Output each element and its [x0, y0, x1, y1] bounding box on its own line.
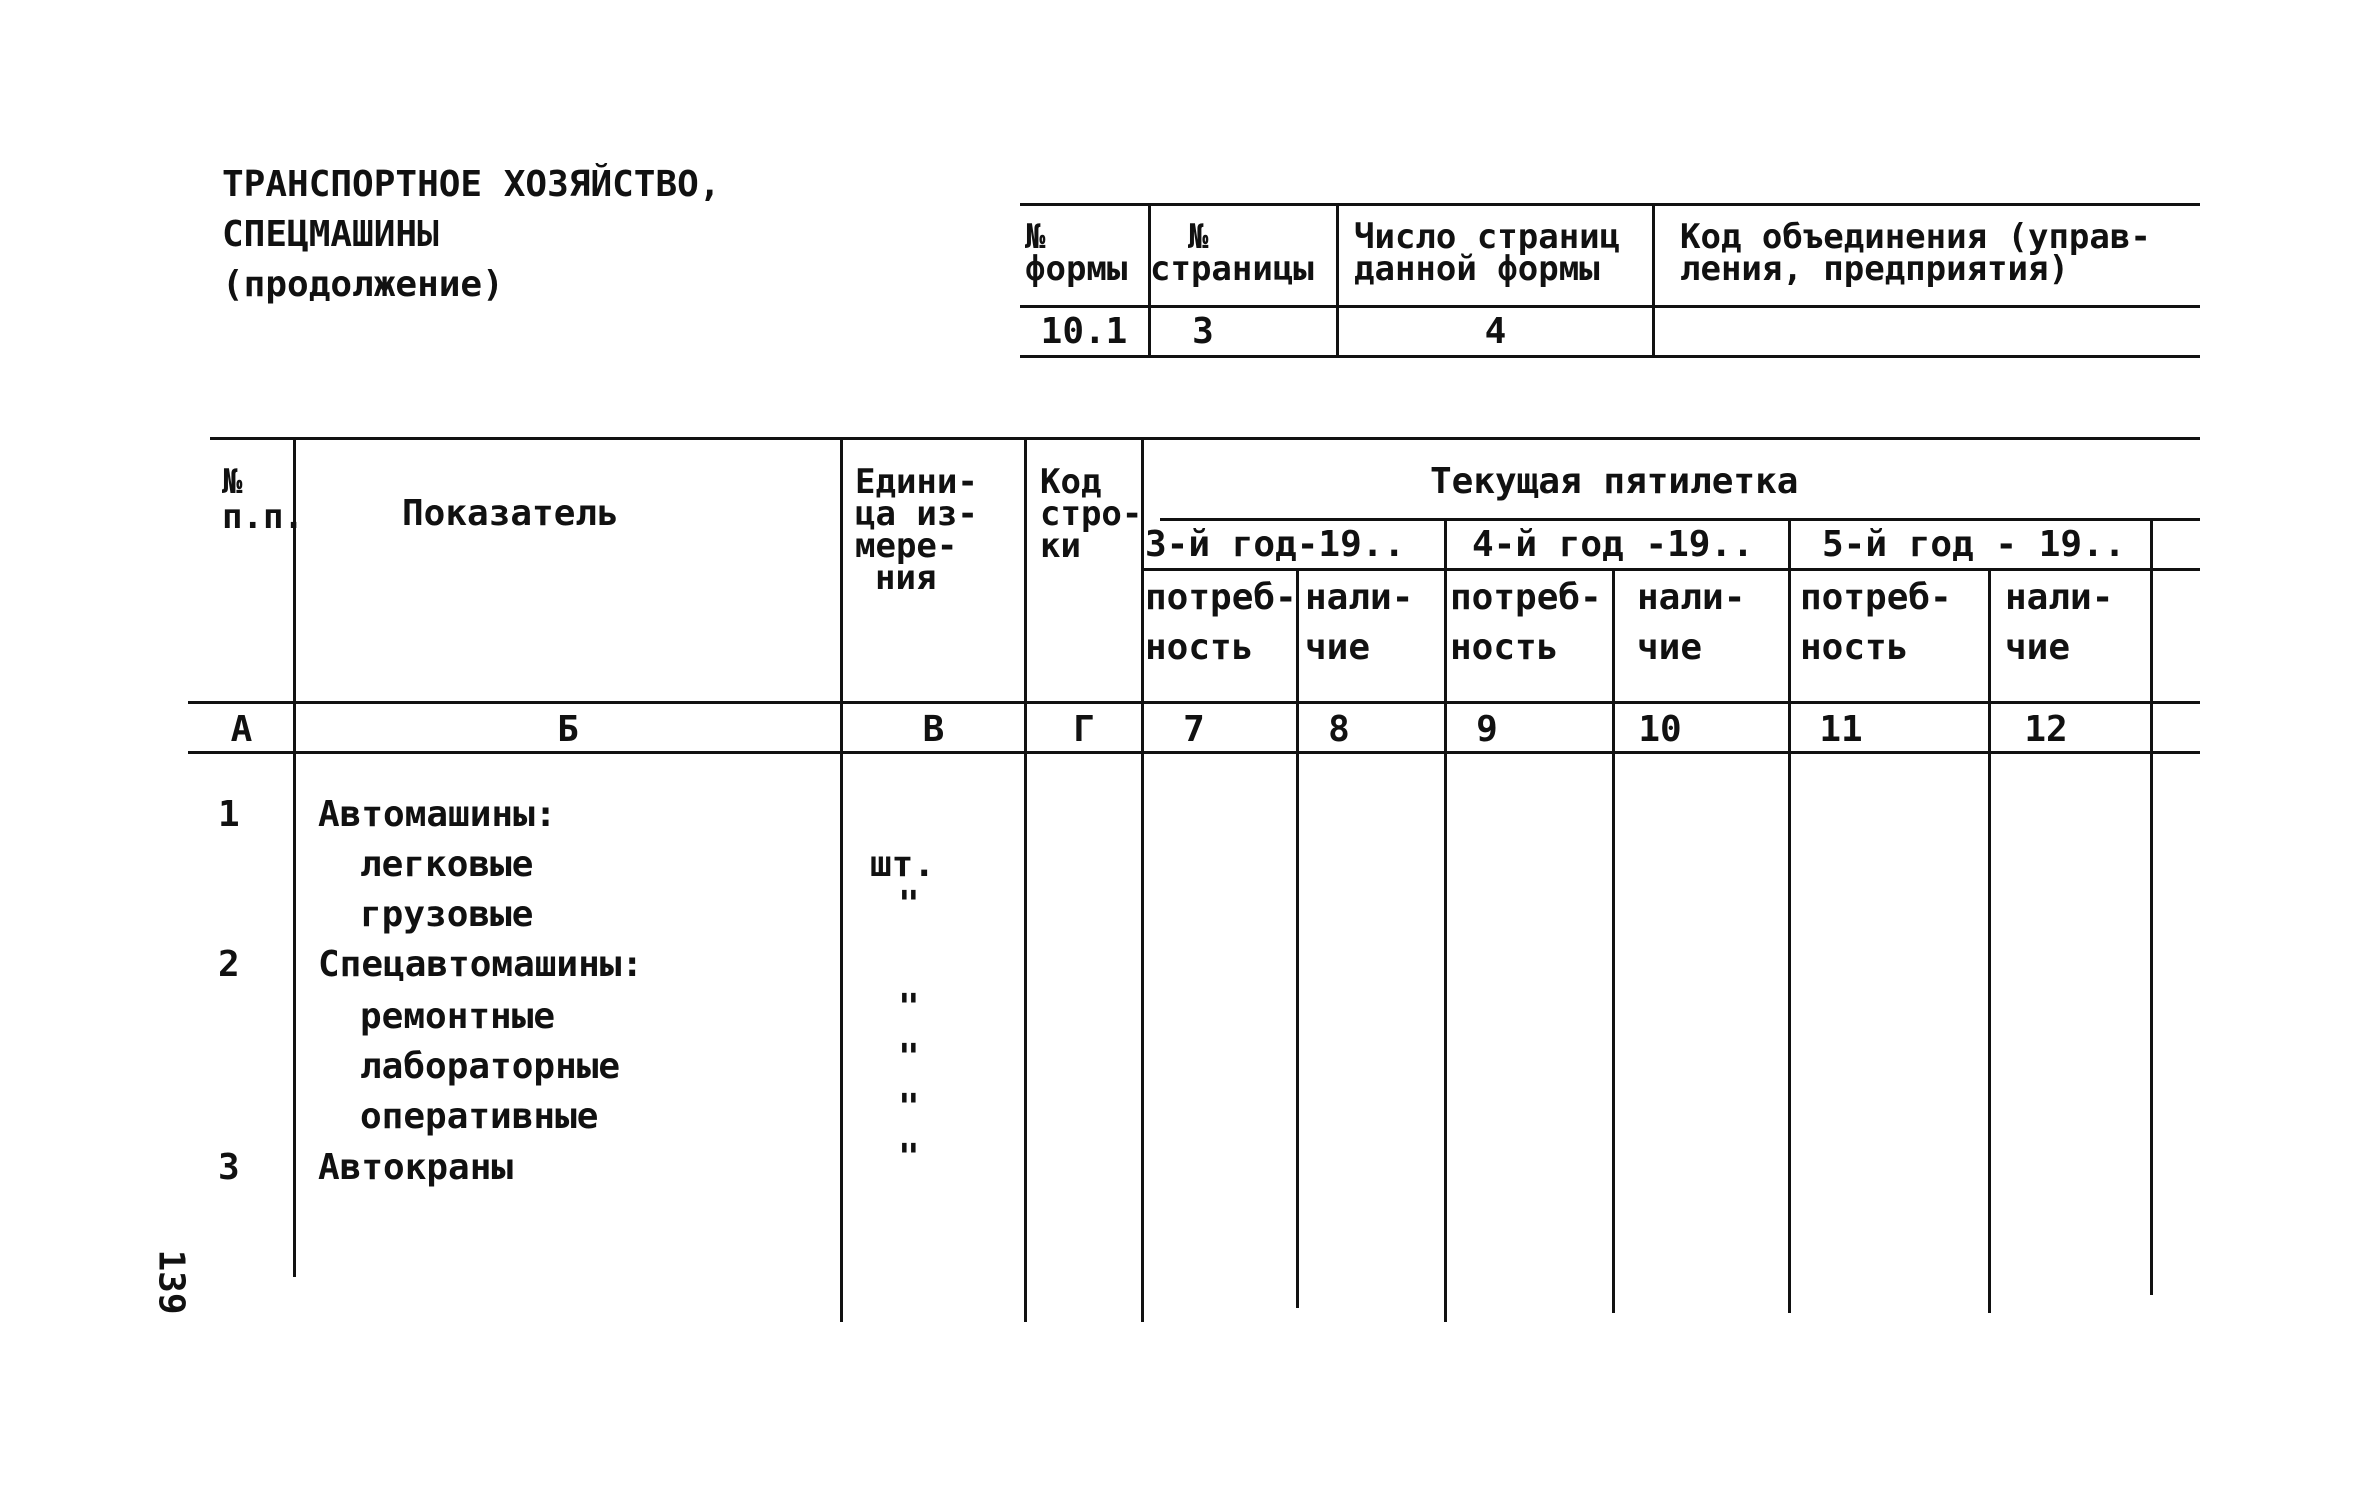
row-num: 3 — [218, 1147, 240, 1188]
row-unit: " — [898, 1087, 920, 1128]
col-letter: Б — [557, 709, 579, 750]
col-letter: Г — [1073, 709, 1095, 750]
heading-line-1: ТРАНСПОРТНОЕ ХОЗЯЙСТВО, — [222, 164, 721, 205]
col-divider — [1141, 437, 1144, 1322]
need-header-y3-1: потреб- — [1145, 577, 1297, 618]
pages-count-value: 4 — [1484, 311, 1507, 352]
code-header-3: ки — [1040, 526, 1081, 566]
year3-header: 3-й год-19.. — [1145, 524, 1406, 565]
col-letter: 11 — [1819, 709, 1863, 750]
col-letter: 8 — [1328, 709, 1350, 750]
col-divider — [1612, 568, 1615, 1313]
col-letter: 7 — [1183, 709, 1205, 750]
col-divider — [1024, 437, 1027, 1322]
page-no-header-1: № — [1188, 217, 1209, 257]
unit-header-4: ния — [875, 558, 937, 598]
form-info-mid-border — [1020, 305, 2200, 308]
row-label: Автокраны — [318, 1147, 514, 1188]
page-no-header-2: страницы — [1150, 249, 1314, 289]
row-label: грузовые — [360, 894, 534, 935]
need-header-y3-2: ность — [1145, 627, 1254, 668]
need-header-y4-2: ность — [1450, 627, 1559, 668]
need-header-y5-1: потреб- — [1800, 577, 1952, 618]
col-divider — [2150, 520, 2153, 1295]
header-bottom-border — [188, 701, 2200, 704]
unit-header-2: ца из- — [855, 494, 978, 534]
row-num: 2 — [218, 944, 240, 985]
letters-bottom-border — [188, 751, 2200, 754]
avail-header-y3-1: нали- — [1305, 577, 1414, 618]
unit-header-1: Едини- — [855, 462, 978, 502]
avail-header-y3-2: чие — [1305, 627, 1371, 668]
page-no-value: 3 — [1192, 311, 1214, 352]
org-code-header-1: Код объединения (управ- — [1680, 217, 2151, 257]
org-code-header-2: ления, предприятия) — [1680, 249, 2069, 289]
indicator-header: Показатель — [402, 493, 619, 534]
form-no-header-2: формы — [1025, 249, 1128, 289]
avail-header-y5-2: чие — [2005, 627, 2071, 668]
page-number: 139 — [150, 1249, 192, 1315]
need-header-y5-2: ность — [1800, 627, 1909, 668]
code-header-1: Код — [1040, 462, 1102, 502]
need-header-y4-1: потреб- — [1450, 577, 1602, 618]
unit-header-3: мере- — [855, 526, 958, 566]
col-divider — [1788, 520, 1791, 1313]
form-info-top-border — [1020, 203, 2200, 206]
col-letter: В — [922, 709, 945, 750]
row-label: оперативные — [360, 1096, 599, 1137]
row-num: 1 — [218, 794, 240, 835]
num-header-2: п.п. — [222, 497, 304, 537]
year-underline — [1144, 568, 2200, 571]
col-divider — [1296, 568, 1299, 1308]
pages-count-header-1: Число страниц — [1354, 217, 1621, 257]
heading-line-3: (продолжение) — [222, 264, 504, 305]
col-divider — [1988, 568, 1991, 1313]
row-unit: " — [898, 884, 920, 925]
col-letter: 12 — [2024, 709, 2068, 750]
form-no-header-1: № — [1025, 217, 1046, 257]
avail-header-y5-1: нали- — [2005, 577, 2114, 618]
row-label: лабораторные — [360, 1046, 621, 1087]
col-letter: А — [230, 709, 253, 750]
avail-header-y4-2: чие — [1637, 627, 1703, 668]
year5-header: 5-й год - 19.. — [1822, 524, 2126, 565]
col-divider — [1444, 520, 1447, 1322]
row-unit: шт. — [870, 844, 936, 885]
form-no-value: 10.1 — [1040, 311, 1128, 352]
row-label: Спецавтомашины: — [318, 944, 644, 985]
form-info-divider — [1652, 203, 1655, 358]
code-header-2: стро- — [1040, 494, 1143, 534]
heading-line-2: СПЕЦМАШИНЫ — [222, 214, 439, 255]
col-letter: 10 — [1638, 709, 1682, 750]
form-info-bottom-border — [1020, 355, 2200, 358]
row-label: ремонтные — [360, 996, 556, 1037]
num-header-1: № — [222, 462, 243, 502]
five-year-header: Текущая пятилетка — [1430, 461, 1799, 502]
year4-header: 4-й год -19.. — [1472, 524, 1754, 565]
pages-count-header-2: данной формы — [1354, 249, 1600, 289]
row-unit: " — [898, 987, 920, 1028]
col-letter: 9 — [1476, 709, 1498, 750]
col-divider — [293, 437, 296, 1277]
row-label: легковые — [360, 844, 534, 885]
col-divider — [840, 437, 843, 1322]
row-unit: " — [898, 1037, 920, 1078]
five-year-underline — [1160, 518, 2200, 521]
row-label: Автомашины: — [318, 794, 557, 835]
row-unit: " — [898, 1137, 920, 1178]
table-top-border — [210, 437, 2200, 440]
avail-header-y4-1: нали- — [1637, 577, 1746, 618]
